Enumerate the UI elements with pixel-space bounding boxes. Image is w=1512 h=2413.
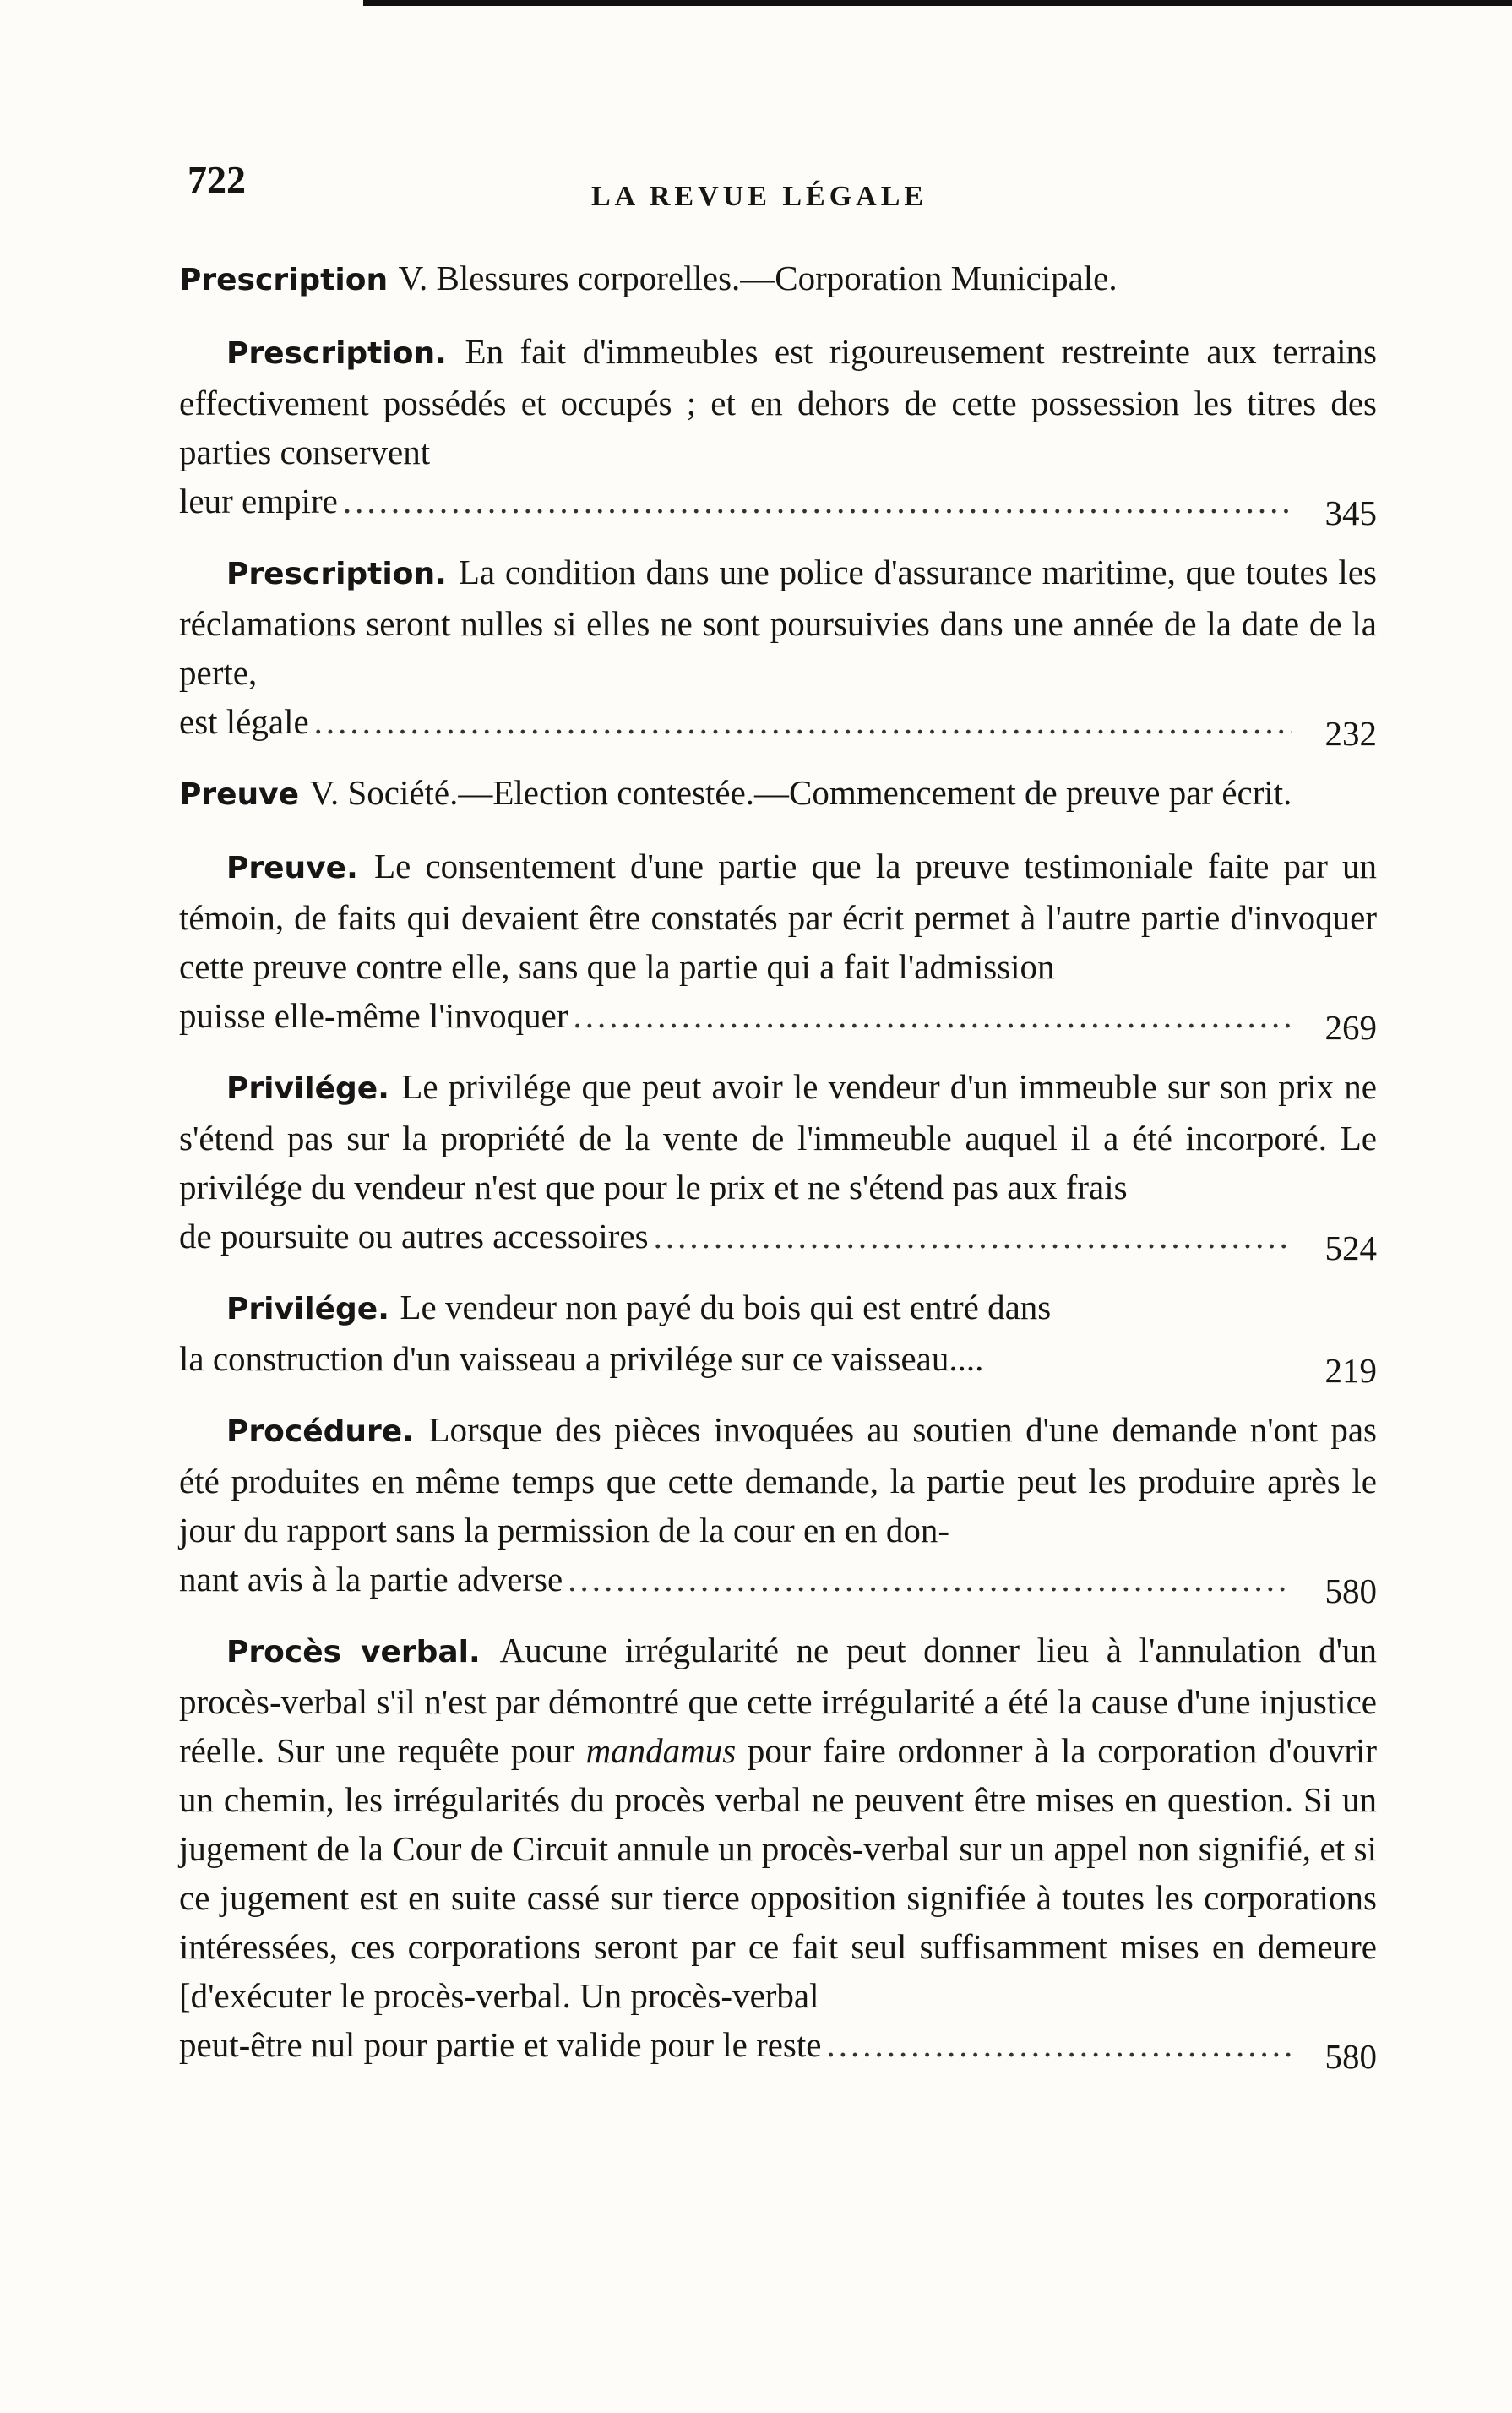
dot-leader — [314, 697, 1292, 746]
page-reference: 219 — [1324, 1351, 1377, 1390]
entry-text: V. Blessures corporelles.—Corporation Municipale. — [398, 259, 1118, 297]
page-reference: 232 — [1324, 714, 1377, 753]
entry-last-line — [179, 991, 1377, 1047]
running-head: LA REVUE LÉGALE — [591, 181, 928, 212]
entry-text: En fait d'immeubles est rigoureusement restreinte aux terrains effectivement possédés et occupés ; et en dehors de cette possession les titres des parties conservent — [179, 332, 1377, 471]
entry-last-line — [179, 1212, 1377, 1267]
dot-leader — [654, 1212, 1292, 1261]
entry-text: pour faire ordonner à la corporation d'ouvrir un chemin, les irrégularités du procès verbal ne peuvent être mises en question. Si un jugement de la Cour de Circuit annule un procès-verbal sur un appel non signifié, et si ce jugement est en suite cassé sur tierce opposition signifiée à toutes les corporations intéressées, ces corporations seront par ce fait seul suffisamment mises en demeure [d'exécuter le procès-verbal. Un procès-verbal — [179, 1731, 1378, 2015]
dot-leader — [826, 2020, 1292, 2069]
entry-last-text: puisse elle-même l'invoquer — [179, 996, 568, 1035]
index-entry — [179, 253, 1377, 305]
entry-last-text: de poursuite ou autres accessoires — [179, 1217, 649, 1256]
entry-text: Aucune irrégularité ne peut donner lieu à l'annulation d'un procès-verbal s'il n'est par démontré que cette irrégularité a été la cause d'une injustice réelle. Sur une requête pour — [179, 1631, 1377, 1770]
entry-italic-term: mandamus — [585, 1731, 737, 1770]
dot-leader — [568, 1555, 1292, 1604]
index-entry — [179, 842, 1377, 1047]
entry-last-text: peut-être nul pour partie et valide pour le reste — [179, 2025, 822, 2064]
entry-last-line — [179, 1555, 1377, 1610]
entry-last-line — [179, 697, 1377, 753]
index-entry — [179, 327, 1377, 532]
index-entry — [179, 1626, 1378, 2076]
entry-headword: Procédure. — [226, 1414, 414, 1449]
index-body — [179, 253, 1377, 2091]
page-reference: 580 — [1324, 2037, 1377, 2076]
index-entry — [179, 1062, 1377, 1267]
entry-headword: Prescription. — [226, 336, 447, 371]
entry-headword: Prescription — [179, 263, 389, 297]
entry-last-line — [179, 1334, 1377, 1390]
entry-last-text: nant avis à la partie adverse — [179, 1560, 563, 1599]
entry-headword: Preuve. — [226, 851, 358, 885]
page-reference: 524 — [1324, 1228, 1377, 1267]
index-entry — [179, 768, 1377, 820]
entry-text: La condition dans une police d'assurance maritime, que toutes les réclamations seront nulles si elles ne sont poursuivies dans une année de la date de la perte, — [179, 553, 1377, 692]
entry-headword: Prescription. — [226, 557, 447, 591]
entry-last-text: la construction d'un vaisseau a privilége sur ce vaisseau.... — [179, 1339, 984, 1378]
entry-headword: Privilége. — [226, 1071, 389, 1106]
dot-leader — [343, 477, 1292, 526]
index-entry — [179, 1283, 1377, 1390]
entry-text: Le privilége que peut avoir le vendeur d'un immeuble sur son prix ne s'étend pas sur la propriété de la vente de l'immeuble auquel il a été incorporé. Le privilége du vendeur n'est que pour le prix et ne s'étend pas aux frais — [179, 1067, 1377, 1206]
entry-text: Lorsque des pièces invoquées au soutien d'une demande n'ont pas été produites en même temps que cette demande, la partie peut les produire après le jour du rapport sans la permission de la cour en en don- — [179, 1410, 1377, 1550]
top-rule — [363, 0, 1512, 6]
page-reference: 580 — [1324, 1571, 1377, 1610]
page-number: 722 — [188, 158, 246, 201]
page-reference: 345 — [1324, 493, 1377, 532]
entry-last-line — [179, 2020, 1377, 2076]
page-reference: 269 — [1324, 1008, 1377, 1047]
entry-headword: Preuve — [179, 777, 300, 812]
entry-text: V. Société.—Election contestée.—Commencement de preuve par écrit. — [309, 773, 1292, 812]
index-entry — [179, 1405, 1377, 1610]
entry-last-line — [179, 477, 1377, 532]
entry-headword: Privilége. — [226, 1292, 389, 1326]
index-entry — [179, 547, 1377, 753]
entry-last-text: leur empire — [179, 482, 338, 520]
entry-text: Le consentement d'une partie que la preuve testimoniale faite par un témoin, de faits qui devaient être constatés par écrit permet à l'autre partie d'invoquer cette preuve contre elle, sans que la partie qui a fait l'admission — [179, 847, 1377, 986]
entry-text: Le vendeur non payé du bois qui est entré dans — [400, 1288, 1052, 1326]
dot-leader — [574, 991, 1292, 1040]
entry-headword: Procès verbal. — [226, 1635, 481, 1669]
entry-last-text: est légale — [179, 702, 309, 741]
